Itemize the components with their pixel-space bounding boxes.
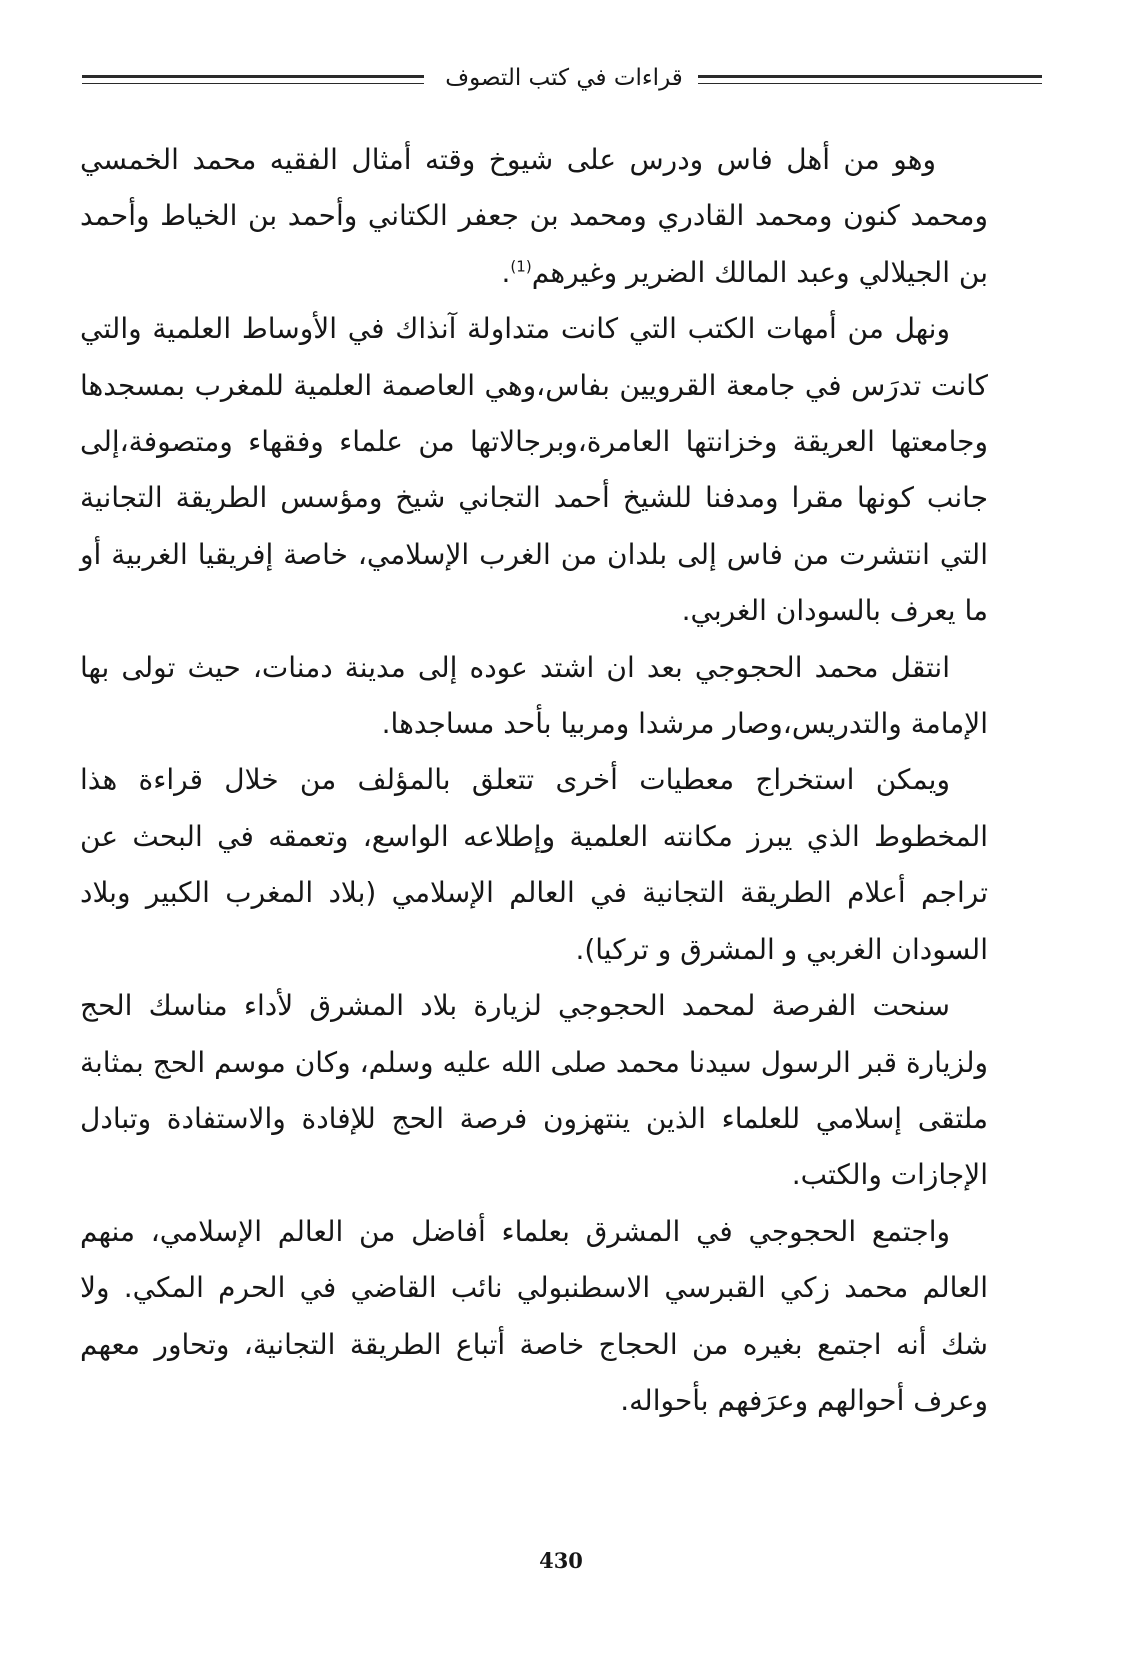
paragraph-6: واجتمع الحجوجي في المشرق بعلماء أفاضل من العالم الإسلامي، منهم العالم محمد زكي القبرسي الاسطنبولي نائب القاضي في الحرم المكي. ولا شك أنه اجتمع بغيره من الحجاج خاصة أتباع الطريقة التجانية، وتحاور معهم وعرف أحوالهم وعرَفهم بأحواله. (80, 1214, 988, 1417)
paragraph-1-end: . (501, 255, 511, 289)
paragraph-5: سنحت الفرصة لمحمد الحجوجي لزيارة بلاد المشرق لأداء مناسك الحج ولزيارة قبر الرسول سيدنا محمد صلى الله عليه وسلم، وكان موسم الحج بمثابة ملتقى إسلامي للعلماء الذين ينتهزون فرصة الحج للإفادة والاستفادة وتبادل الإجازات والكتب. (80, 989, 988, 1192)
paragraph-3: انتقل محمد الحجوجي بعد ان اشتد عوده إلى مدينة دمنات، حيث تولى بها الإمامة والتدريس،وصار مرشدا ومربيا بأحد مساجدها. (80, 650, 988, 741)
paragraph-2: ونهل من أمهات الكتب التي كانت متداولة آنذاك في الأوساط العلمية والتي كانت تدرَس في جامعة القرويين بفاس،وهي العاصمة العلمية للمغرب بمسجدها وجامعتها العريقة وخزانتها العامرة،وبرجالاتها من علماء وفقهاء ومتصوفة،إلى جانب كونها مقرا ومدفنا للشيخ أحمد التجاني شيخ ومؤسس الطريقة التجانية التي انتشرت من فاس إلى بلدان من الغرب الإسلامي، خاصة إفريقيا الغربية أو ما يعرف بالسودان الغربي. (80, 312, 988, 628)
body-text (80, 132, 988, 1429)
paragraph-1-text: وهو من أهل فاس ودرس على شيوخ وقته أمثال الفقيه محمد الخمسي ومحمد كنون ومحمد القادري ومحمد بن جعفر الكتاني وأحمد بن الخياط وأحمد بن الجيلالي وعبد المالك الضرير وغيرهم (80, 143, 988, 289)
page-number: 430 (539, 1548, 583, 1573)
paragraph-1 (80, 132, 988, 301)
header-rule-right (698, 75, 1042, 84)
running-header (82, 58, 1042, 98)
footnote-reference: (1) (510, 257, 532, 276)
header-rule-left (82, 75, 424, 84)
running-header-title: قراءات في كتب التصوف (445, 65, 683, 91)
paragraph-4: ويمكن استخراج معطيات أخرى تتعلق بالمؤلف من خلال قراءة هذا المخطوط الذي يبرز مكانته العلمية وإطلاعه الواسع، وتعمقه في البحث عن تراجم أعلام الطريقة التجانية في العالم الإسلامي (بلاد المغرب الكبير وبلاد السودان الغربي و المشرق و تركيا). (80, 763, 988, 966)
